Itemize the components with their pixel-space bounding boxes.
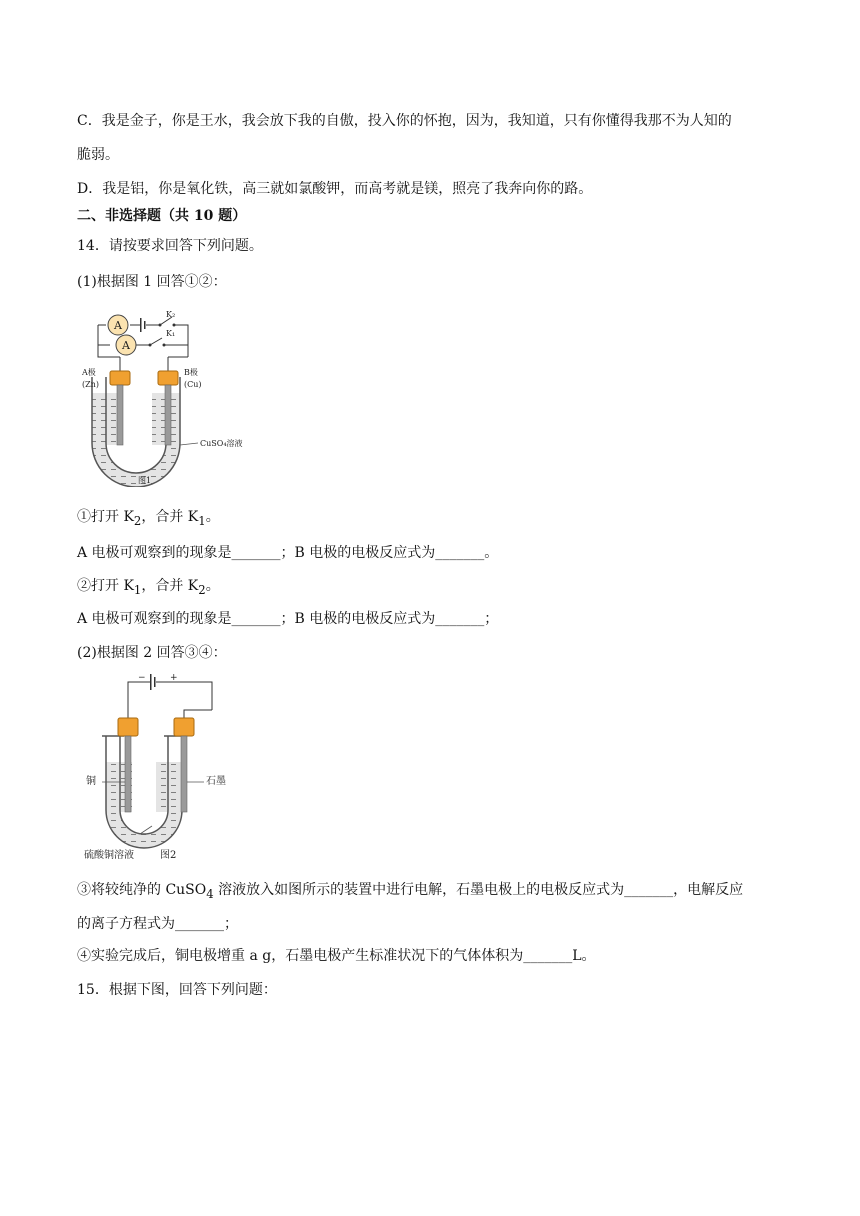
figure-2-caption: 图2: [160, 850, 177, 861]
step-3-line2: 的离子方程式为_______；: [77, 916, 238, 932]
q15-title: 15．根据下图，回答下列问题：: [77, 982, 277, 998]
solution-label-2: 硫酸铜溶液: [84, 850, 134, 861]
k2-label: K₂: [166, 310, 176, 319]
section-heading: 二、非选择题（共 10 题）: [77, 208, 247, 224]
step-4: ④实验完成后，铜电极增重 a g，石墨电极产生标准状况下的气体体积为_______L。: [77, 948, 596, 964]
graphite-label: 石墨: [206, 776, 226, 787]
step-2: ②打开 $K_1$，合并 $K_2$。: [77, 578, 220, 597]
solution-label: CuSO₄溶液: [200, 439, 243, 448]
minus-label: −: [138, 673, 146, 683]
q14-part1: (1)根据图 1 回答①②：: [77, 274, 227, 290]
step-1-question: A 电极可观察到的现象是_______；B 电极的电极反应式为_______。: [77, 545, 499, 561]
step-2-question: A 电极可观察到的现象是_______；B 电极的电极反应式为_______；: [77, 611, 499, 627]
figure-2: [80, 670, 230, 866]
option-d: D．我是铝，你是氧化铁，高三就如氯酸钾，而高考就是镁，照亮了我奔向你的路。: [77, 181, 593, 197]
ammeter-2: A: [122, 339, 130, 352]
a-material-label: (Zn): [82, 380, 99, 389]
a-pole-label: A极: [82, 368, 96, 377]
q14-title: 14．请按要求回答下列问题。: [77, 238, 263, 254]
k1-label: K₁: [166, 329, 176, 338]
copper-label: 铜: [86, 776, 96, 787]
q14-part2: (2)根据图 2 回答③④：: [77, 645, 227, 661]
option-c-line2: 脆弱。: [77, 147, 119, 163]
figure-1-caption: 图1: [138, 476, 152, 485]
plus-label: +: [170, 673, 178, 683]
ammeter-1: A: [114, 319, 122, 332]
step-3: ③将较纯净的 CuSO$_4$ 溶液放入如图所示的装置中进行电解，石墨电极上的电极反应式为_______，电解反应: [77, 882, 744, 901]
option-c-line1: C．我是金子，你是王水，我会放下我的自傲，投入你的怀抱，因为，我知道，只有你懂得我那不为人知的: [77, 113, 732, 129]
b-pole-label: B极: [184, 368, 198, 377]
figure-1: [80, 305, 260, 487]
b-material-label: (Cu): [184, 380, 202, 389]
step-1: ①打开 $K_2$，合并 $K_1$。: [77, 509, 220, 528]
